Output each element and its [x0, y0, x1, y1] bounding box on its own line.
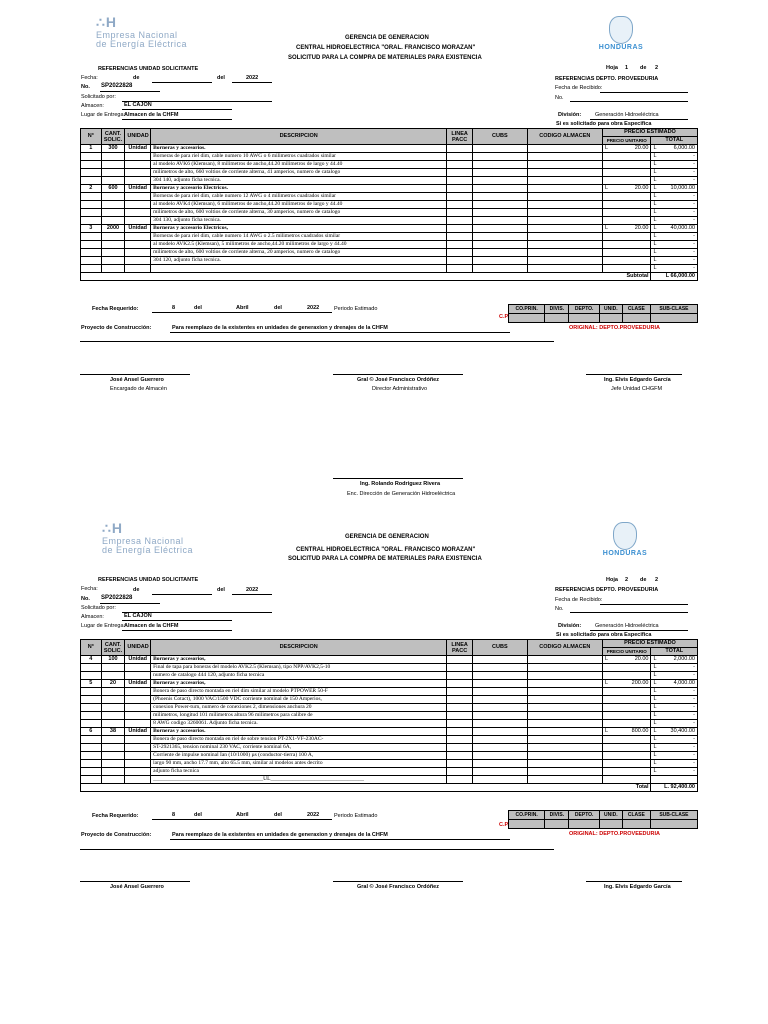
- cell-unit-price: [603, 257, 651, 265]
- cell-total: [651, 776, 698, 784]
- table-row: [81, 145, 698, 153]
- coat-of-arms-icon: [609, 16, 633, 44]
- cell-cant: 38: [101, 728, 125, 736]
- cell-unit-price: [603, 704, 651, 712]
- sig-4-name: Ing. Rolando Rodriguez Rivera: [360, 481, 441, 487]
- table-row: [81, 776, 698, 784]
- table-row: [81, 161, 698, 169]
- cell-unit-price: L 200.00: [603, 680, 651, 688]
- cell-desc: milimetros de alto, 600 voltios de corriente alterna, 30 amperios, numero de catalogo: [151, 209, 447, 217]
- cell-cant: [101, 672, 125, 680]
- cell-cant: 2000: [101, 225, 125, 233]
- enee-logo: ∴H Empresa Nacional de Energía Eléctrica: [96, 14, 188, 49]
- table-row: [81, 153, 698, 161]
- sig-2-name: Gral © José Francisco Ordóñez: [357, 377, 439, 383]
- cell-unit-price: L 800.00: [603, 728, 651, 736]
- cell-unidad: [125, 265, 151, 273]
- cell-unidad: [125, 177, 151, 185]
- cell-cant: [101, 241, 125, 249]
- cell-unidad: [125, 153, 151, 161]
- cell-cant: 20: [101, 680, 125, 688]
- cell-unidad: Unidad: [125, 185, 151, 193]
- cell-unidad: [125, 768, 151, 776]
- cell-total: L -: [651, 177, 698, 185]
- table-row: [81, 688, 698, 696]
- cell-unit-price: [603, 768, 651, 776]
- table-row: [81, 656, 698, 664]
- cell-cant: [101, 776, 125, 784]
- cell-total: L -: [651, 720, 698, 728]
- cell-total: L -: [651, 193, 698, 201]
- sig-3-name: Ing. Elvis Edgardo García: [604, 377, 671, 383]
- table-row: [81, 680, 698, 688]
- cell-total: L -: [651, 153, 698, 161]
- cell-no: [81, 249, 102, 257]
- items-table-page-1: N° CANT. SOLIC. UNIDAD DESCRIPCION LINEA PACC CUBS CODIGO ALMACEN PRECIO ESTIMADO PRECIO UNITARIO TOTAL 1 300 Unidad Borneras y accesorios. L 20.00 L 6,000.00 Borneras de para riel dim, cable numero 10 AWG o 6 milimetros cuadrados similar L - al modelo AVK6 (Klemsan), 8 milimetros de ancho,44.20 milimetros de largo y 44.40 L - milimetros de alto, 660 voltios de corriente alterna, 41 amperios, numero de catalogo L - 304 140, adjunto ficha tecnica. L - 2 600 Unidad Borneras y accesorio Electricos. L 20.00 L 10,000.00 Borneras de para riel dim, cable numero 12 AWG o 4 milimetros cuadrados similar L - al modelo AVK4 (Klemsan), 6 milimetros de ancho,44.20 milimetros de largo y 44.40 L - milimetros de alto, 600 voltios de corriente alterna, 30 amperios, numero de catalogo L - 304 130, adjunto ficha tecnica. L - 3 2000 Unidad Borneras y accesorio Electricos, L 20.00 L 40,000.00 Borneras de para riel dim, cable numero 14 AWG o 2.5 milimetros cuadrados similar L - al modelo AVK2.5 (Klemsan), 5 milimetros de ancho,44.20 milimetros de largo y 44.40 L - milimetros de alto, 600 voltios de corriente alterna, 20 amperios, numero de catalogo L - 304 120, adjunto ficha tecnica. L - L - Subtotal L 66,000.00: [80, 128, 698, 281]
- cell-total: L -: [651, 696, 698, 704]
- table-row: [81, 241, 698, 249]
- cell-unit-price: [603, 209, 651, 217]
- cell-total: L 4,000.00: [651, 680, 698, 688]
- cell-total: L -: [651, 768, 698, 776]
- form-page-1: ∴H Empresa Nacional de Energía Eléctrica HONDURAS GERENCIA DE GENERACION CENTRAL HIDROELECTRICA "ORAL. FRANCISCO MORAZAN" SOLICITUD PARA LA COMPRA DE MATERIALES PARA EXISTENCIA REFERENCIAS UNIDAD SOLICITANTE Fecha: de del 2022 No. SP2022828 Solicitado por: Almacen: EL CAJON Lugar de Entrega: Almacen de la CHFM Hoja 1 de 2 REFERENCIAS DEPTO. PROVEEDURIA Fecha de Recibido: No. División: Generación Hidroeléctrica Si es solicitado para obra Especifica N° CANT. SOLIC. UNIDAD DESCRIPCION LINEA PACC CUBS CODIGO ALMACEN PRECIO ESTIMADO PRECIO UNITARIO TOTAL 1 300 Unidad Borneras y accesorios. L 20.00 L 6,000.00 Borneras de para riel dim, cable numero 10 AWG o 6 milimetros cuadrados similar L - al modelo AVK6 (Klemsan), 8 milimetros de ancho,44.20 milimetros de largo y 44.40 L - milimetros de alto, 660 voltios de corriente alterna, 41 amperios, numero de catalogo L - 304 140, adjunto ficha tecnica. L - 2 600 Unidad Borneras y accesorio Electricos. L 20.00 L 10,000.00 Borneras de para riel dim, cable numero 12 AWG o 4 milimetros cuadrados similar L - al modelo AVK4 (Klemsan), 6 milimetros de ancho,44.20 milimetros de largo y 44.40 L - milimetros de alto, 600 voltios de corriente alterna, 30 amperios, numero de catalogo L - 304 130, adjunto ficha tecnica. L - 3 2000 Unidad Borneras y accesorio Electricos, L 20.00 L 40,000.00 Borneras de para riel dim, cable numero 14 AWG o 2.5 milimetros cuadrados similar L - al modelo AVK2.5 (Klemsan), 5 milimetros de ancho,44.20 milimetros de largo y 44.40 L - milimetros de alto, 600 voltios de corriente alterna, 20 amperios, numero de catalogo L - 304 120, adjunto ficha tecnica. L - L - Subtotal L 66,000.00 Fecha Requerido: 8 del Abril del 2022 Periodo Estimado C.P. CO.PRIN. DIVIS. DEPTO. UNID. CLASE SUB-CLASE Proyecto de Construcción: Para reemplazo de la existentes en unidades de generaxion y drenajes de la CHFM ORIGINAL: DEPTO.PROVEEDURIA José Ansel Guerrero Encargado de Almacén Gral © José Francisco Ordóñez Director Administrativo Ing. Elvis Edgardo García Jefe Unidad CHGFM Ing. Rolando Rodriguez Rivera Enc. Dirección de Generación Hidroeléctrica: [0, 0, 768, 510]
- cell-unit-price: [603, 217, 651, 225]
- cell-desc: Borneras de para riel dim, cable numero 12 AWG o 4 milimetros cuadrados similar: [151, 193, 447, 201]
- cell-desc: Final de tapa para boneras del modelo AVK2.5 (Klemsan), tipo NPP/AVK2,5-10: [151, 664, 447, 672]
- fecha-label: Fecha:: [81, 75, 98, 81]
- cell-total: L -: [651, 688, 698, 696]
- cell-cant: [101, 744, 125, 752]
- cell-cant: [101, 712, 125, 720]
- cell-cant: [101, 696, 125, 704]
- cell-total: L -: [651, 161, 698, 169]
- cell-unidad: [125, 241, 151, 249]
- cell-unit-price: L 20.00: [603, 225, 651, 233]
- table-row: [81, 177, 698, 185]
- cell-total: L -: [651, 736, 698, 744]
- cell-unidad: [125, 169, 151, 177]
- cell-unidad: [125, 257, 151, 265]
- table-row: [81, 768, 698, 776]
- cell-unit-price: [603, 201, 651, 209]
- cell-desc: (Phoenis Cotact), 1000 VAC/1500 VDC corriente nominal de 150 Amperios,: [151, 696, 447, 704]
- cell-desc: al modelo AVK2.5 (Klemsan), 5 milimetros de ancho,44.20 milimetros de largo y 44.40: [151, 241, 447, 249]
- hoja-total: 2: [655, 65, 659, 71]
- cell-unidad: [125, 233, 151, 241]
- cell-unit-price: L 20.00: [603, 656, 651, 664]
- cell-total: L -: [651, 169, 698, 177]
- cell-unit-price: [603, 672, 651, 680]
- cell-unidad: [125, 672, 151, 680]
- cell-desc: al modelo AVK6 (Klemsan), 8 milimetros de ancho,44.20 milimetros de largo y 44.40: [151, 161, 447, 169]
- cell-no: [81, 768, 102, 776]
- cell-cant: [101, 664, 125, 672]
- cell-unidad: [125, 664, 151, 672]
- table-row: [81, 217, 698, 225]
- cell-desc: milimetros de alto, 660 voltios de corriente alterna, 41 amperios, numero de catalogo: [151, 169, 447, 177]
- cell-cant: [101, 760, 125, 768]
- cell-no: [81, 233, 102, 241]
- cell-no: [81, 177, 102, 185]
- cell-total: L -: [651, 217, 698, 225]
- cell-unit-price: [603, 193, 651, 201]
- cell-cant: 100: [101, 656, 125, 664]
- cell-cant: [101, 217, 125, 225]
- cell-no: [81, 153, 102, 161]
- cell-total: L -: [651, 241, 698, 249]
- cell-unidad: [125, 712, 151, 720]
- cell-desc: 304 140, adjunto ficha tecnica.: [151, 177, 447, 185]
- cell-total: L -: [651, 672, 698, 680]
- cell-unit-price: [603, 696, 651, 704]
- cell-no: [81, 752, 102, 760]
- cell-unidad: [125, 720, 151, 728]
- cell-cant: [101, 193, 125, 201]
- table-row: [81, 201, 698, 209]
- cell-no: [81, 744, 102, 752]
- cell-cant: [101, 736, 125, 744]
- cp-box-page-1: CO.PRIN. DIVIS. DEPTO. UNID. CLASE SUB-CLASE: [508, 304, 698, 323]
- cell-unit-price: L 20.00: [603, 185, 651, 193]
- cell-no: [81, 736, 102, 744]
- subtotal-label: Subtotal: [81, 273, 651, 281]
- cell-cant: [101, 177, 125, 185]
- cell-cant: [101, 265, 125, 273]
- coat-of-arms-icon: [613, 522, 637, 550]
- cell-no: [81, 664, 102, 672]
- cell-cant: [101, 752, 125, 760]
- items-table-page-2: N° CANT. SOLIC. UNIDAD DESCRIPCION LINEA PACC CUBS CODIGO ALMACEN PRECIO ESTIMADO PRECIO UNITARIO TOTAL 4 100 Unidad Borneras y accesorios, L 20.00 L 2,000.00 Final de tapa para boneras del modelo AVK2.5 (Klemsan), tipo NPP/AVK2,5-10 L - numero de catalogo 444 120, adjunto ficha tecnica L - 5 20 Unidad Borneras y accesorios, L 200.00 L 4,000.00 Bonera de paso directo montada en riel dim similar al modelo PTPOWER 50-F L - (Phoenis Cotact), 1000 VAC/1500 VDC corriente nominal de 150 Amperios, L - conexion Power-turn, numero de conexiones 2, dimensiones anchura 20 L - milimetros, longitud 101 milimetros altura 96 milimetros para calibre de L - 8 AWG codigo 3260061. Adjunto ficha tecnica. L - 6 38 Unidad Borneras y accesorios. L 800.00 L 30,400.00 Bonera de paso directo montada en riel de sobre tension PT-2X1-VF-230AC- L - ST-2921365, tension nominal 230 VAC, corriente nominal 6A, L - Corriente de impulse nominal Ian (10/1000) µs (conductor-tierra) 100 A, L - largo 90 mm, ancho 17.7 mm, alto 65.5 mm, similar al modelos antes decrito L - adjunto ficha tecnica L - ________________________________________UL__________________________________ Total L. 92,400.00: [80, 639, 698, 792]
- cell-no: [81, 201, 102, 209]
- title-central: CENTRAL HIDROELECTRICA "ORAL. FRANCISCO MORAZAN": [296, 45, 476, 51]
- cell-unidad: [125, 249, 151, 257]
- table-row: [81, 257, 698, 265]
- cell-cant: [101, 209, 125, 217]
- cell-desc: Borneras y accesorios.: [151, 728, 447, 736]
- cell-no: [81, 241, 102, 249]
- table-row: [81, 672, 698, 680]
- cell-unidad: [125, 736, 151, 744]
- cell-no: [81, 720, 102, 728]
- cell-no: [81, 712, 102, 720]
- table-row: [81, 696, 698, 704]
- cell-unit-price: [603, 744, 651, 752]
- cell-cant: [101, 161, 125, 169]
- cell-cant: 600: [101, 185, 125, 193]
- cell-unit-price: [603, 177, 651, 185]
- ref-unidad-label: REFERENCIAS UNIDAD SOLICITANTE: [98, 66, 199, 72]
- cell-total: L 30,400.00: [651, 728, 698, 736]
- cell-no: 3: [81, 225, 102, 233]
- cell-total: L 40,000.00: [651, 225, 698, 233]
- cell-cant: [101, 249, 125, 257]
- cell-desc: ________________________________________UL__________________________________: [151, 776, 447, 784]
- honduras-logo: HONDURAS: [602, 522, 648, 557]
- lugar-value: Almacen de la CHFM: [124, 112, 179, 118]
- cell-unit-price: [603, 161, 651, 169]
- cell-unidad: [125, 760, 151, 768]
- cell-desc: 304 130, adjunto ficha tecnica.: [151, 217, 447, 225]
- cell-cant: [101, 169, 125, 177]
- table-row: [81, 704, 698, 712]
- cell-no: [81, 193, 102, 201]
- title-solicitud: SOLICITUD PARA LA COMPRA DE MATERIALES PARA EXISTENCIA: [288, 55, 482, 61]
- cell-desc: Bonera de paso directo montada en riel dim similar al modelo PTPOWER 50-F: [151, 688, 447, 696]
- sig-1-name: José Ansel Guerrero: [110, 377, 164, 383]
- cell-total: L -: [651, 664, 698, 672]
- cell-cant: [101, 768, 125, 776]
- cell-unit-price: [603, 720, 651, 728]
- cell-desc: Borneras de para riel dim, cable numero 14 AWG o 2.5 milimetros cuadrados similar: [151, 233, 447, 241]
- cell-desc: Borneras y accesorio Electricos,: [151, 225, 447, 233]
- cell-unit-price: [603, 736, 651, 744]
- cell-unidad: [125, 776, 151, 784]
- table-row: [81, 185, 698, 193]
- cell-no: [81, 696, 102, 704]
- cell-unidad: Unidad: [125, 656, 151, 664]
- cell-desc: Borneras y accesorios.: [151, 145, 447, 153]
- cell-unit-price: [603, 153, 651, 161]
- cell-desc: Corriente de impulse nominal Ian (10/1000) µs (conductor-tierra) 100 A,: [151, 752, 447, 760]
- cell-cant: [101, 201, 125, 209]
- total-value: L. 92,400.00: [651, 784, 698, 792]
- cell-desc: adjunto ficha tecnica: [151, 768, 447, 776]
- table-row: [81, 249, 698, 257]
- cell-desc: al modelo AVK4 (Klemsan), 6 milimetros de ancho,44.20 milimetros de largo y 44.40: [151, 201, 447, 209]
- cell-unit-price: [603, 241, 651, 249]
- cell-desc: ST-2921365, tension nominal 230 VAC, corriente nominal 6A,: [151, 744, 447, 752]
- form-page-2: ∴H Empresa Nacional de Energía Eléctrica HONDURAS GERENCIA DE GENERACION CENTRAL HIDROELECTRICA "ORAL. FRANCISCO MORAZAN" SOLICITUD PARA LA COMPRA DE MATERIALES PARA EXISTENCIA REFERENCIAS UNIDAD SOLICITANTE Fecha: de del 2022 No. SP2022828 Solicitado por: Almacen: EL CAJON Lugar de Entrega: Almacen de la CHFM Hoja 2 de 2 REFERENCIAS DEPTO. PROVEEDURIA Fecha de Recibido: No. División: Generación Hidroeléctrica Si es solicitado para obra Especifica N° CANT. SOLIC. UNIDAD DESCRIPCION LINEA PACC CUBS CODIGO ALMACEN PRECIO ESTIMADO PRECIO UNITARIO TOTAL 4 100 Unidad Borneras y accesorios, L 20.00 L 2,000.00 Final de tapa para boneras del modelo AVK2.5 (Klemsan), tipo NPP/AVK2,5-10 L - numero de catalogo 444 120, adjunto ficha tecnica L - 5 20 Unidad Borneras y accesorios, L 200.00 L 4,000.00 Bonera de paso directo montada en riel dim similar al modelo PTPOWER 50-F L - (Phoenis Cotact), 1000 VAC/1500 VDC corriente nominal de 150 Amperios, L - conexion Power-turn, numero de conexiones 2, dimensiones anchura 20 L - milimetros, longitud 101 milimetros altura 96 milimetros para calibre de L - 8 AWG codigo 3260061. Adjunto ficha tecnica. L - 6 38 Unidad Borneras y accesorios. L 800.00 L 30,400.00 Bonera de paso directo montada en riel de sobre tension PT-2X1-VF-230AC- L - ST-2921365, tension nominal 230 VAC, corriente nominal 6A, L - Corriente de impulse nominal Ian (10/1000) µs (conductor-tierra) 100 A, L - largo 90 mm, ancho 17.7 mm, alto 65.5 mm, similar al modelos antes decrito L - adjunto ficha tecnica L - ________________________________________UL__________________________________ Total L. 92,400.00 Fecha Requerido: 8 del Abril del 2022 Periodo Estimado C.P. CO.PRIN. DIVIS. DEPTO. UNID. CLASE SUB-CLASE Proyecto de Construcción: Para reemplazo de la existentes en unidades de generaxion y drenajes de la CHFM ORIGINAL: DEPTO.PROVEEDURIA José Ansel Guerrero Gral © José Francisco Ordóñez Ing. Elvis Edgardo García: [0, 510, 768, 1020]
- cell-unidad: [125, 704, 151, 712]
- cell-desc: milimetros, longitud 101 milimetros altura 96 milimetros para calibre de: [151, 712, 447, 720]
- cell-no: 2: [81, 185, 102, 193]
- cell-no: [81, 672, 102, 680]
- cell-total: L -: [651, 744, 698, 752]
- cell-cant: [101, 704, 125, 712]
- cell-unidad: Unidad: [125, 225, 151, 233]
- cell-unit-price: [603, 233, 651, 241]
- cell-total: L -: [651, 752, 698, 760]
- cell-no: [81, 161, 102, 169]
- cell-total: L -: [651, 712, 698, 720]
- cell-desc: [151, 265, 447, 273]
- cell-unidad: [125, 161, 151, 169]
- cell-unit-price: [603, 249, 651, 257]
- cell-no: 6: [81, 728, 102, 736]
- cell-desc: Borneras de para riel dim, cable numero 10 AWG o 6 milimetros cuadrados similar: [151, 153, 447, 161]
- cell-unidad: [125, 201, 151, 209]
- request-number: SP2022828: [101, 83, 133, 89]
- table-row: [81, 744, 698, 752]
- table-row: [81, 720, 698, 728]
- cp-box-page-2: CO.PRIN. DIVIS. DEPTO. UNID. CLASE SUB-CLASE: [508, 810, 698, 829]
- subtotal-value: L 66,000.00: [651, 273, 698, 281]
- cell-cant: [101, 257, 125, 265]
- cell-no: [81, 217, 102, 225]
- cell-unidad: Unidad: [125, 145, 151, 153]
- cell-total: L -: [651, 704, 698, 712]
- cell-unit-price: [603, 760, 651, 768]
- cell-desc: milimetros de alto, 600 voltios de corriente alterna, 20 amperios, numero de catalogo: [151, 249, 447, 257]
- cell-no: [81, 257, 102, 265]
- cell-desc: 8 AWG codigo 3260061. Adjunto ficha tecnica.: [151, 720, 447, 728]
- table-row: [81, 760, 698, 768]
- title-gerencia: GERENCIA DE GENERACION: [345, 35, 429, 41]
- hoja-num: 1: [625, 65, 629, 71]
- cell-total: L -: [651, 209, 698, 217]
- cell-desc: numero de catalogo 444 120, adjunto ficha tecnica: [151, 672, 447, 680]
- cell-cant: [101, 720, 125, 728]
- cell-unit-price: [603, 752, 651, 760]
- cell-cant: 300: [101, 145, 125, 153]
- cell-no: 4: [81, 656, 102, 664]
- cell-total: L 2,000.00: [651, 656, 698, 664]
- cell-total: L -: [651, 201, 698, 209]
- cell-no: [81, 776, 102, 784]
- cell-unit-price: [603, 688, 651, 696]
- cell-total: L -: [651, 265, 698, 273]
- cell-total: L 10,000.00: [651, 185, 698, 193]
- cell-desc: Borneras y accesorios,: [151, 656, 447, 664]
- cell-unidad: [125, 752, 151, 760]
- cell-cant: [101, 153, 125, 161]
- table-row: [81, 728, 698, 736]
- cell-no: [81, 265, 102, 273]
- cell-desc: conexion Power-turn, numero de conexiones 2, dimensiones anchura 20: [151, 704, 447, 712]
- year-value: 2022: [246, 75, 259, 81]
- cell-unit-price: [603, 265, 651, 273]
- cell-unit-price: L 20.00: [603, 145, 651, 153]
- honduras-logo: HONDURAS: [598, 16, 644, 51]
- table-row: [81, 209, 698, 217]
- cell-desc: Borneras y accesorio Electricos.: [151, 185, 447, 193]
- cell-unit-price: [603, 664, 651, 672]
- almacen-value: EL CAJON: [124, 102, 152, 108]
- cell-total: L 6,000.00: [651, 145, 698, 153]
- cell-no: 1: [81, 145, 102, 153]
- cell-unidad: Unidad: [125, 728, 151, 736]
- cell-no: [81, 704, 102, 712]
- table-row: [81, 664, 698, 672]
- cell-no: 5: [81, 680, 102, 688]
- cell-total: L -: [651, 760, 698, 768]
- cell-no: [81, 760, 102, 768]
- cell-no: [81, 688, 102, 696]
- table-row: [81, 736, 698, 744]
- cell-desc: largo 90 mm, ancho 17.7 mm, alto 65.5 mm, similar al modelos antes decrito: [151, 760, 447, 768]
- cell-unidad: [125, 193, 151, 201]
- table-row: [81, 752, 698, 760]
- enee-logo: ∴H Empresa Nacional de Energía Eléctrica: [102, 520, 194, 555]
- total-label: Total: [81, 784, 651, 792]
- table-row: [81, 712, 698, 720]
- table-row: [81, 233, 698, 241]
- cell-unidad: [125, 209, 151, 217]
- cell-desc: Bonera de paso directo montada en riel de sobre tension PT-2X1-VF-230AC-: [151, 736, 447, 744]
- cell-unit-price: [603, 776, 651, 784]
- cell-unidad: [125, 744, 151, 752]
- table-row: [81, 193, 698, 201]
- cell-unidad: [125, 696, 151, 704]
- cell-total: L -: [651, 257, 698, 265]
- cell-no: [81, 209, 102, 217]
- cell-unidad: [125, 688, 151, 696]
- cell-cant: [101, 688, 125, 696]
- cell-unit-price: [603, 712, 651, 720]
- table-row: [81, 169, 698, 177]
- cell-desc: Borneras y accesorios,: [151, 680, 447, 688]
- table-row: [81, 265, 698, 273]
- cell-total: L -: [651, 249, 698, 257]
- cell-unidad: Unidad: [125, 680, 151, 688]
- cell-unit-price: [603, 169, 651, 177]
- cell-cant: [101, 233, 125, 241]
- proyecto-value: Para reemplazo de la existentes en unidades de generaxion y drenajes de la CHFM: [172, 325, 388, 331]
- cell-total: L -: [651, 233, 698, 241]
- cell-no: [81, 169, 102, 177]
- cell-desc: 304 120, adjunto ficha tecnica.: [151, 257, 447, 265]
- table-row: [81, 225, 698, 233]
- cell-unidad: [125, 217, 151, 225]
